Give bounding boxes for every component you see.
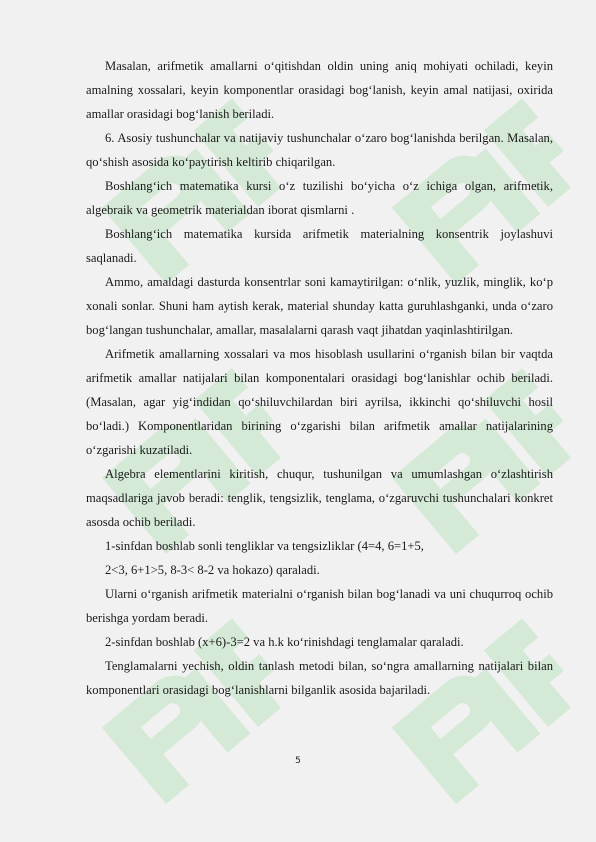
paragraph: Ammo, amaldagi dasturda konsentrlar soni kamaytirilgan: o‘nlik, yuzlik, minglik, ko‘p xonali sonlar. Shuni ham aytish kerak, material shunday katta guruhlashganki, unda o‘zaro bog‘langan tushunchalar, amallar, masalalarni qarash vaqt jihatdan yaqinlashtirilgan.	[86, 275, 553, 337]
paragraph: Boshlang‘ich matematika kursi o‘z tuzilishi bo‘yicha o‘z ichiga olgan, arifmetik, algebraik va geometrik materialdan iborat qismlarni .	[86, 179, 553, 217]
paragraph: Algebra elementlarini kiritish, chuqur, tushunilgan va umumlashgan o‘zlashtirish maqsadlariga javob beradi: tenglik, tengsizlik, tenglama, o‘zgaruvchi tushunchalari konkret asosda ochib beriladi.	[86, 467, 553, 529]
body-text	[86, 54, 553, 702]
paragraph: Ularni o‘rganish arifmetik materialni o‘rganish bilan bog‘lanadi va uni chuqurroq ochib berishga yordam beradi.	[86, 587, 553, 625]
paragraph: Masalan, arifmetik amallarni o‘qitishdan oldin uning aniq mohiyati ochiladi, keyin amalning xossalari, keyin komponentlar orasidagi bog‘lanish, keyin amal natijasi, oxirida amallar orasidagi bog‘lanish beriladi.	[86, 59, 553, 121]
paragraph: 2<3, 6+1>5, 8-3< 8-2 va hokazo) qaraladi.	[105, 563, 320, 577]
paragraph: 2-sinfdan boshlab (x+6)-3=2 va h.k ko‘rinishdagi tenglamalar qaraladi.	[105, 635, 464, 649]
paragraph: Tenglamalarni yechish, oldin tanlash metodi bilan, so‘ngra amallarning natijalari bilan komponentlari orasidagi bog‘lanishlarni bilganlik asosida bajariladi.	[86, 659, 553, 697]
paragraph: 6. Asosiy tushunchalar va natijaviy tushunchalar o‘zaro bog‘lanishda berilgan. Masalan, qo‘shish asosida ko‘paytirish keltirib chiqarilgan.	[86, 131, 553, 169]
paragraph: Boshlang‘ich matematika kursida arifmetik materialning konsentrik joylashuvi saqlanadi.	[86, 227, 553, 265]
page-number: 5	[295, 756, 301, 766]
paragraph: Arifmetik amallarning xossalari va mos hisoblash usullarini o‘rganish bilan bir vaqtda arifmetik amallar natijalari bilan komponentalari orasidagi bog‘lanishlar ochib beriladi. (Masalan, agar yig‘indidan qo‘shiluvchilardan biri ayrilsa, ikkinchi qo‘shiluvchi hosil bo‘ladi.) Komponentlaridan birining o‘zgarishi bilan arifmetik amallar natijalarining o‘zgarishi kuzatiladi.	[86, 347, 553, 457]
paragraph: 1-sinfdan boshlab sonli tengliklar va tengsizliklar (4=4, 6=1+5,	[105, 539, 424, 553]
